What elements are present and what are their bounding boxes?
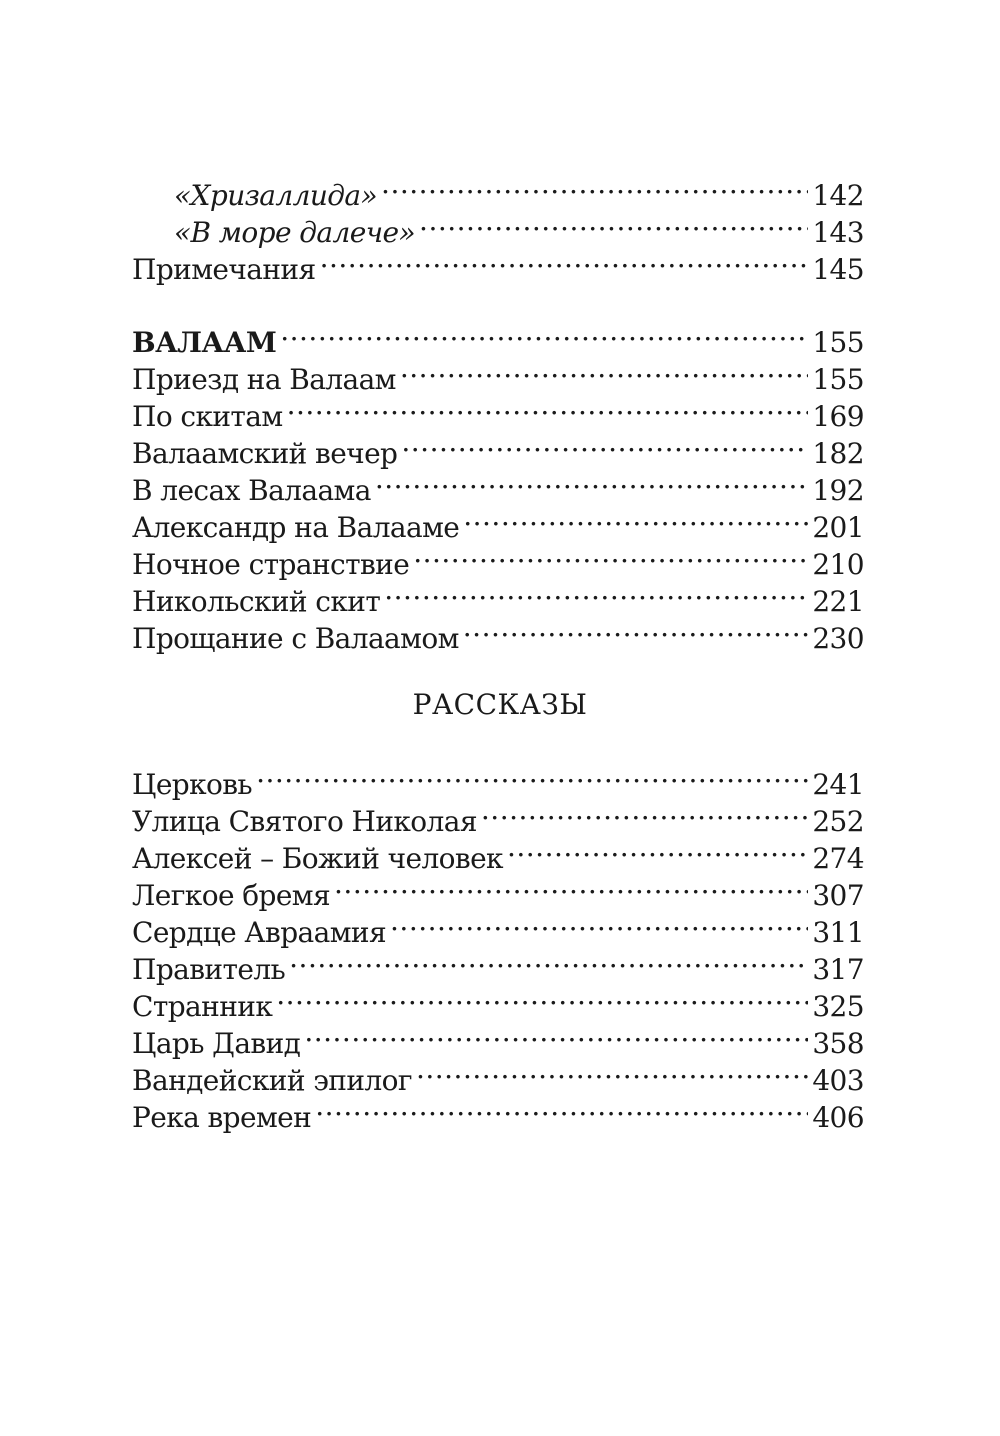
dot-leader bbox=[289, 942, 808, 979]
dot-leader bbox=[390, 905, 808, 942]
entry-page-number: 252 bbox=[812, 805, 864, 838]
toc-entry bbox=[132, 757, 864, 801]
dot-leader bbox=[384, 574, 808, 611]
entry-page-number: 201 bbox=[812, 511, 864, 544]
entry-page-number: 274 bbox=[812, 842, 864, 875]
dot-leader bbox=[381, 168, 808, 205]
dot-leader bbox=[256, 757, 808, 794]
dot-leader bbox=[463, 500, 808, 537]
dot-leader bbox=[413, 537, 808, 574]
dot-leader bbox=[416, 1053, 808, 1090]
entry-page-number: 403 bbox=[812, 1064, 864, 1097]
entry-page-number: 155 bbox=[812, 326, 864, 359]
entry-title: «Хризаллида» bbox=[174, 179, 378, 212]
entry-title: Валаамский вечер bbox=[132, 437, 398, 470]
dot-leader bbox=[287, 389, 809, 426]
entry-page-number: 142 bbox=[812, 179, 864, 212]
toc-part-heading bbox=[132, 315, 864, 359]
entry-title: Царь Давид bbox=[132, 1027, 301, 1060]
entry-title: Примечания bbox=[132, 253, 316, 286]
entry-page-number: 325 bbox=[812, 990, 864, 1023]
entry-page-number: 311 bbox=[812, 916, 864, 949]
entry-page-number: 358 bbox=[812, 1027, 864, 1060]
entry-title: Улица Святого Николая bbox=[132, 805, 477, 838]
entry-title: Прощание с Валаамом bbox=[132, 622, 459, 655]
entry-page-number: 145 bbox=[812, 253, 864, 286]
entry-page-number: 317 bbox=[812, 953, 864, 986]
dot-leader bbox=[375, 463, 809, 500]
dot-leader bbox=[463, 611, 809, 648]
entry-title: Ночное странствие bbox=[132, 548, 410, 581]
entry-title: Церковь bbox=[132, 768, 253, 801]
entry-title: ВАЛААМ bbox=[132, 326, 277, 359]
entry-page-number: 221 bbox=[812, 585, 864, 618]
entry-title: Правитель bbox=[132, 953, 286, 986]
entry-page-number: 143 bbox=[812, 216, 864, 249]
dot-leader bbox=[334, 868, 808, 905]
dot-leader bbox=[276, 979, 808, 1016]
toc-entry bbox=[132, 168, 864, 212]
dot-leader bbox=[507, 831, 808, 868]
entry-page-number: 182 bbox=[812, 437, 864, 470]
entry-title: По скитам bbox=[132, 400, 283, 433]
entry-title: Алексей – Божий человек bbox=[132, 842, 503, 875]
dot-leader bbox=[304, 1016, 808, 1053]
entry-title: «В море далече» bbox=[174, 216, 416, 249]
dot-leader bbox=[401, 426, 808, 463]
toc-group-1 bbox=[132, 168, 864, 286]
entry-title: Александр на Валааме bbox=[132, 511, 460, 544]
entry-title: В лесах Валаама bbox=[132, 474, 371, 507]
entry-title: Сердце Авраамия bbox=[132, 916, 387, 949]
entry-page-number: 192 bbox=[812, 474, 864, 507]
entry-page-number: 230 bbox=[812, 622, 864, 655]
section-heading: РАССКАЗЫ bbox=[412, 688, 588, 721]
entry-page-number: 307 bbox=[812, 879, 864, 912]
entry-page-number: 241 bbox=[812, 768, 864, 801]
entry-title: Никольский скит bbox=[132, 585, 381, 618]
dot-leader bbox=[315, 1090, 808, 1127]
dot-leader bbox=[280, 315, 808, 352]
entry-page-number: 406 bbox=[812, 1101, 864, 1134]
dot-leader bbox=[400, 352, 808, 389]
entry-page-number: 155 bbox=[812, 363, 864, 396]
entry-title: Странник bbox=[132, 990, 273, 1023]
dot-leader bbox=[320, 242, 809, 279]
toc-group-2 bbox=[132, 315, 864, 655]
entry-title: Река времен bbox=[132, 1101, 312, 1134]
entry-title: Приезд на Валаам bbox=[132, 363, 396, 396]
dot-leader bbox=[481, 794, 808, 831]
dot-leader bbox=[419, 205, 808, 242]
entry-page-number: 169 bbox=[812, 400, 864, 433]
entry-title: Вандейский эпилог bbox=[132, 1064, 412, 1097]
entry-page-number: 210 bbox=[812, 548, 864, 581]
entry-title: Легкое бремя bbox=[132, 879, 331, 912]
toc-group-3 bbox=[132, 757, 864, 1134]
